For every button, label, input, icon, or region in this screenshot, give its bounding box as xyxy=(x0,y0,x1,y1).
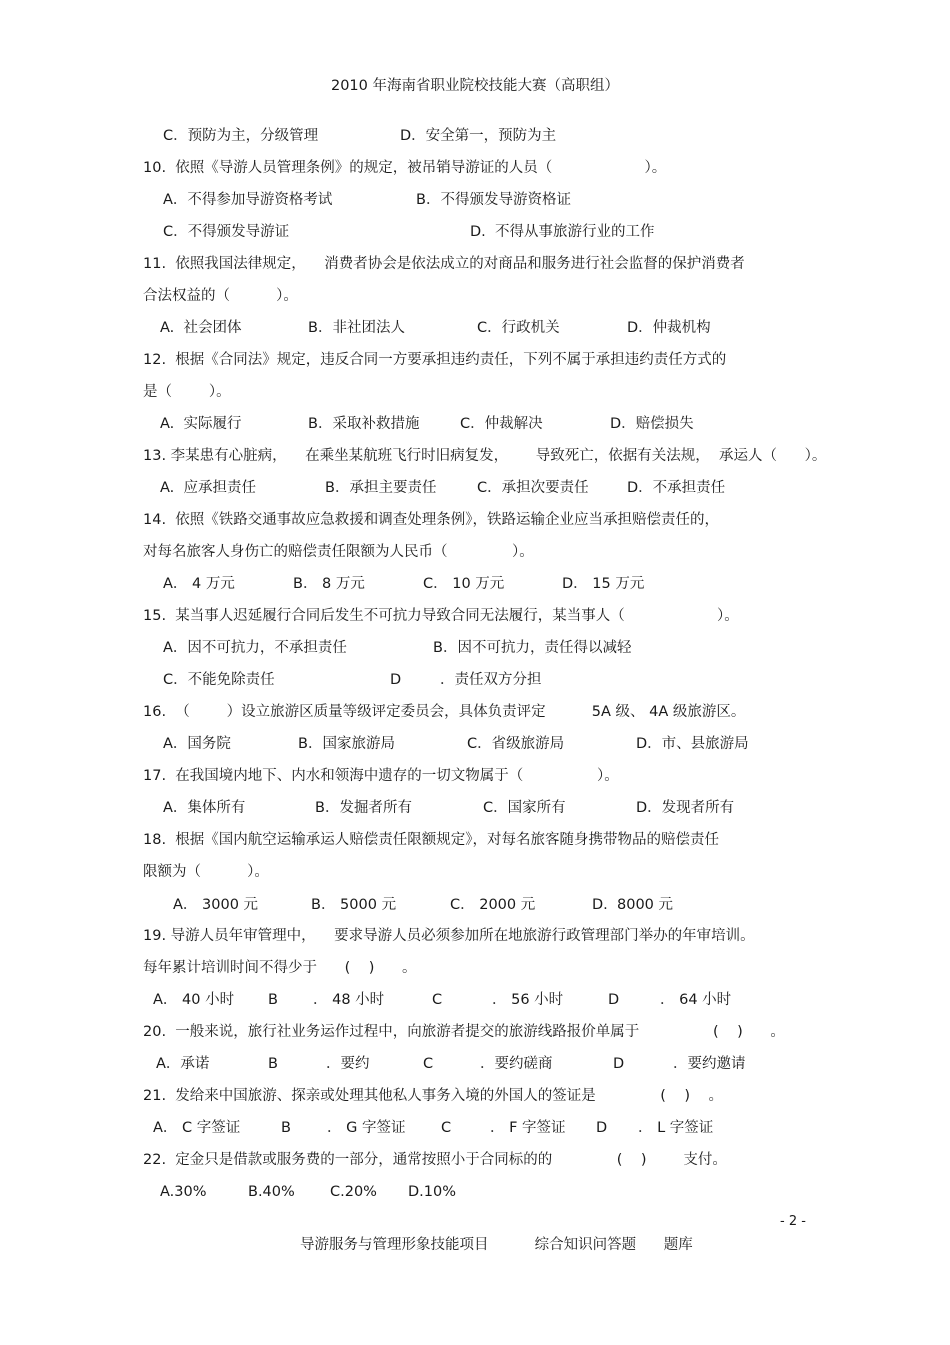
q22-option-c: C.20% xyxy=(330,1184,377,1200)
q10-option-b: B．不得颁发导游资格证 xyxy=(416,192,571,208)
q13-option-c: C．承担次要责任 xyxy=(477,480,589,496)
q22-option-a: A.30% xyxy=(160,1184,207,1200)
q18-option-c: C． 2000 元 xyxy=(450,897,536,913)
q17-option-b: B．发掘者所有 xyxy=(315,800,412,816)
q17-option-d: D．发现者所有 xyxy=(636,800,735,816)
page-number: - 2 - xyxy=(780,1214,806,1229)
q20-option-c: ．要约磋商 xyxy=(480,1056,553,1072)
page-header-title: 2010 年海南省职业院校技能大赛（高职组） xyxy=(330,78,619,94)
q20-stem: 20. 一般来说，旅行社业务运作过程中，向旅游者提交的旅游线路报价单属于 ( ) 。 xyxy=(143,1024,785,1040)
q21-option-d: ． L 字签证 xyxy=(638,1120,714,1136)
q18-stem-line2: 限额为（ ）。 xyxy=(143,864,269,880)
q22-option-d: D.10% xyxy=(408,1184,457,1200)
q18-option-d: D. 8000 元 xyxy=(592,897,674,913)
q11-option-b: B．非社团法人 xyxy=(308,320,405,336)
q12-option-b: B．采取补救措施 xyxy=(308,416,420,432)
q11-option-c: C．行政机关 xyxy=(477,320,560,336)
q14-option-c: C． 10 万元 xyxy=(423,576,505,592)
q19-option-d: ． 64 小时 xyxy=(660,992,732,1008)
q12-option-c: C．仲裁解决 xyxy=(460,416,543,432)
q10-option-c: C．不得颁发导游证 xyxy=(163,224,290,240)
q19-option-b: ． 48 小时 xyxy=(313,992,385,1008)
q20-option-a: A．承诺 xyxy=(156,1056,210,1072)
q12-option-a: A. 实际履行 xyxy=(160,416,242,432)
q13-stem: 13. 李某患有心脏病， 在乘坐某航班飞行时旧病复发， 导致死亡，依据有关法规， 承运人（ ）。 xyxy=(143,448,827,464)
q16-option-c: C．省级旅游局 xyxy=(467,736,565,752)
q16-option-a: A．国务院 xyxy=(163,736,231,752)
q20-option-d: ．要约邀请 xyxy=(673,1056,746,1072)
q18-option-a: A． 3000 元 xyxy=(173,897,259,913)
q10-option-a: A．不得参加导游资格考试 xyxy=(163,192,333,208)
q21-option-a: A． C 字签证 xyxy=(153,1120,241,1136)
q13-option-a: A. 应承担责任 xyxy=(160,480,256,496)
q19-option-c: ． 56 小时 xyxy=(492,992,564,1008)
q12-stem-line2: 是（ ）。 xyxy=(143,384,231,400)
q14-option-a: A． 4 万元 xyxy=(163,576,235,592)
q14-stem-line1: 14. 依照《铁路交通事故应急救援和调查处理条例》，铁路运输企业应当承担赔偿责任的， xyxy=(143,512,720,528)
q15-option-d-text: ．责任双方分担 xyxy=(440,672,542,688)
q15-option-a: A．因不可抗力，不承担责任 xyxy=(163,640,347,656)
q15-stem: 15. 某当事人迟延履行合同后发生不可抗力导致合同无法履行，某当事人（ ）。 xyxy=(143,608,739,624)
q21-option-c: ． F 字签证 xyxy=(490,1120,566,1136)
q14-option-b: B． 8 万元 xyxy=(293,576,365,592)
q11-stem-line2: 合法权益的（ ）。 xyxy=(143,288,298,304)
q19-option-b-letter: B xyxy=(268,992,278,1008)
q15-option-d-letter: D xyxy=(390,672,402,688)
q15-option-b: B．因不可抗力，责任得以减轻 xyxy=(433,640,632,656)
q19-option-a: A． 40 小时 xyxy=(153,992,235,1008)
q10-stem: 10. 依照《导游人员管理条例》的规定，被吊销导游证的人员（ ）。 xyxy=(143,160,667,176)
q21-stem: 21. 发给来中国旅游、探亲或处理其他私人事务入境的外国人的签证是 ( ) 。 xyxy=(143,1088,723,1104)
page-footer: 导游服务与管理形象技能项目 综合知识问答题 题库 xyxy=(300,1237,693,1253)
q16-option-d: D．市、县旅游局 xyxy=(636,736,749,752)
q20-option-b: ．要约 xyxy=(326,1056,370,1072)
q11-option-a: A. 社会团体 xyxy=(160,320,242,336)
q14-stem-line2: 对每名旅客人身伤亡的赔偿责任限额为人民币（ ）。 xyxy=(143,544,534,560)
q21-option-b: ． G 字签证 xyxy=(327,1120,406,1136)
q11-stem-line1: 11. 依照我国法律规定， 消费者协会是依法成立的对商品和服务进行社会监督的保护消费者 xyxy=(143,256,745,272)
q11-option-d: D．仲裁机构 xyxy=(627,320,711,336)
q12-stem-line1: 12. 根据《合同法》规定，违反合同一方要承担违约责任，下列不属于承担违约责任方式的 xyxy=(143,352,727,368)
q21-option-d-letter: D xyxy=(596,1120,608,1136)
q16-option-b: B．国家旅游局 xyxy=(298,736,395,752)
q17-option-c: C．国家所有 xyxy=(483,800,566,816)
q20-option-d-letter: D xyxy=(613,1056,625,1072)
q17-stem: 17. 在我国境内地下、内水和领海中遗存的一切文物属于（ ）。 xyxy=(143,768,619,784)
q18-stem-line1: 18. 根据《国内航空运输承运人赔偿责任限额规定》，对每名旅客随身携带物品的赔偿责任 xyxy=(143,832,720,848)
q13-option-d: D．不承担责任 xyxy=(627,480,726,496)
q16-stem: 16. （ ）设立旅游区质量等级评定委员会，具体负责评定 5A 级、 4A 级旅游区。 xyxy=(143,704,746,720)
q19-option-c-letter: C xyxy=(432,992,443,1008)
q22-option-b: B.40% xyxy=(248,1184,295,1200)
q12-option-d: D．赔偿损失 xyxy=(610,416,694,432)
q13-option-b: B．承担主要责任 xyxy=(325,480,437,496)
q21-option-c-letter: C xyxy=(441,1120,452,1136)
q15-option-c: C．不能免除责任 xyxy=(163,672,275,688)
q19-stem-line1: 19. 导游人员年审管理中， 要求导游人员必须参加所在地旅游行政管理部门举办的年审培训。 xyxy=(143,928,755,944)
q9-option-c: C．预防为主，分级管理 xyxy=(163,128,319,144)
q14-option-d: D． 15 万元 xyxy=(562,576,645,592)
q22-stem: 22. 定金只是借款或服务费的一部分，通常按照小于合同标的的 ( ) 支付。 xyxy=(143,1152,727,1168)
q19-stem-line2: 每年累计培训时间不得少于 ( ) 。 xyxy=(143,960,417,976)
q17-option-a: A．集体所有 xyxy=(163,800,246,816)
q20-option-b-letter: B xyxy=(268,1056,278,1072)
q9-option-d: D．安全第一，预防为主 xyxy=(400,128,557,144)
q10-option-d: D. 不得从事旅游行业的工作 xyxy=(470,224,655,240)
q19-option-d-letter: D xyxy=(608,992,620,1008)
q20-option-c-letter: C xyxy=(423,1056,434,1072)
q21-option-b-letter: B xyxy=(281,1120,291,1136)
q18-option-b: B． 5000 元 xyxy=(311,897,397,913)
